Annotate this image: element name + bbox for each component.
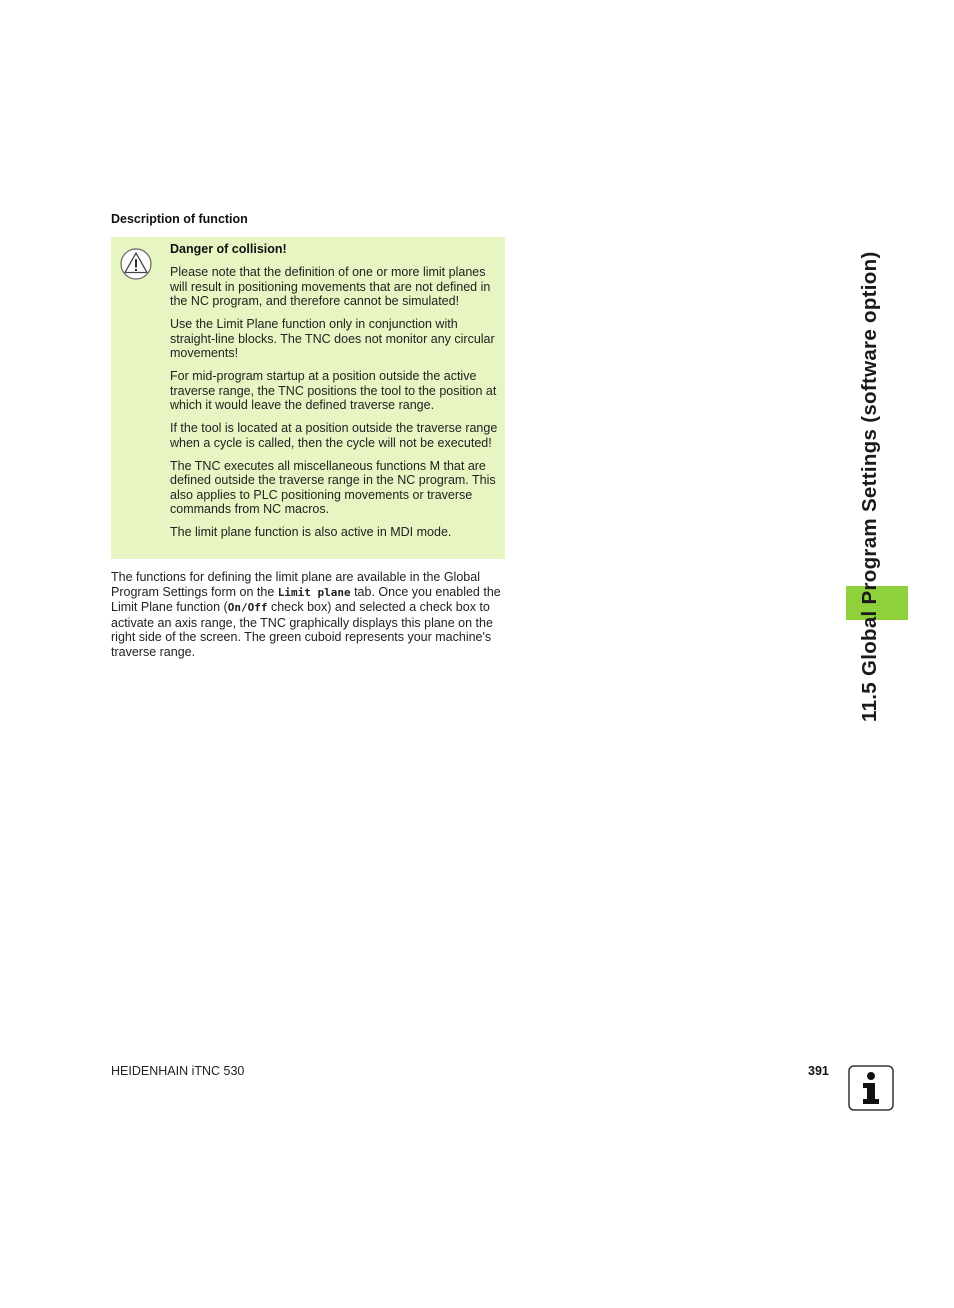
on-off-code: On/Off xyxy=(227,601,268,614)
warning-paragraphs xyxy=(170,265,498,548)
warning-triangle-icon xyxy=(120,248,152,280)
info-icon xyxy=(848,1065,894,1111)
footer-product-name: HEIDENHAIN iTNC 530 xyxy=(111,1064,245,1078)
body-paragraph xyxy=(111,570,509,659)
warning-paragraph: The limit plane function is also active in MDI mode. xyxy=(170,525,452,539)
collision-warning-box xyxy=(111,237,505,559)
limit-plane-code: Limit plane xyxy=(277,585,351,599)
section-heading: Description of function xyxy=(111,212,248,226)
chapter-side-title: 11.5 Global Program Settings (software option) xyxy=(858,251,881,722)
warning-paragraph: Use the Limit Plane function only in conjunction with straight-line blocks. The TNC does not monitor any circular movements! xyxy=(170,317,495,360)
body-text-part: tab. Once you enabled the Limit Plane function ( xyxy=(111,584,501,614)
page-number: 391 xyxy=(808,1064,829,1078)
warning-paragraph: The TNC executes all miscellaneous functions M that are defined outside the traverse range in the NC program. This also applies to PLC positioning movements or traverse commands from NC macros. xyxy=(170,458,496,516)
warning-paragraph: Please note that the definition of one or more limit planes will result in positioning movements that are not defined in the NC program, and therefore cannot be simulated! xyxy=(170,265,491,308)
warning-paragraph: For mid-program startup at a position outside the active traverse range, the TNC positions the tool to the position at which it would leave the defined traverse range. xyxy=(170,369,497,412)
warning-title: Danger of collision! xyxy=(170,242,287,256)
body-text-part: The functions for defining the limit plane are available in the Global Program Settings form on the xyxy=(111,570,480,599)
warning-paragraph: If the tool is located at a position outside the traverse range when a cycle is called, then the cycle will not be executed! xyxy=(170,421,498,450)
body-text-part: check box) and selected a check box to activate an axis range, the TNC graphically displays this plane on the right side of the screen. The green cuboid represents your machine's traverse range. xyxy=(111,600,493,659)
